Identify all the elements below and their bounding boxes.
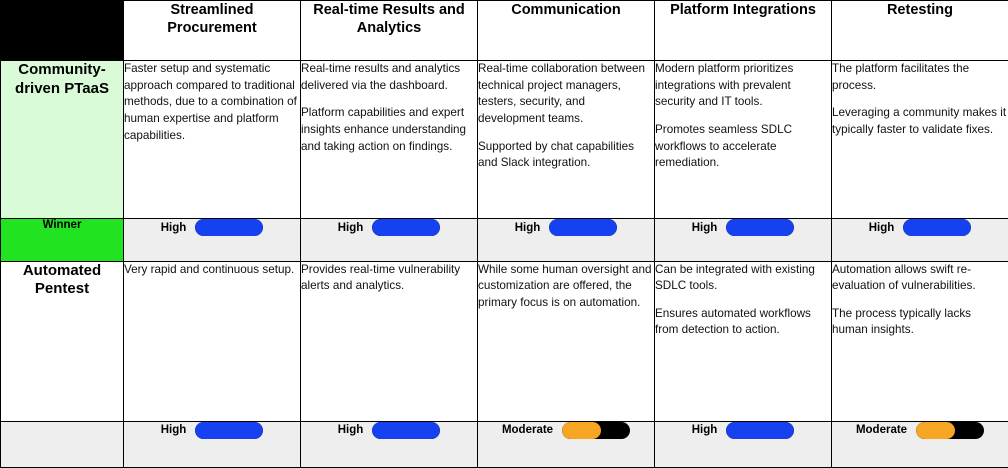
rating-automated-integrations — [655, 421, 832, 467]
table-header-row — [1, 1, 1008, 61]
rating-ptaas-integrations — [655, 219, 832, 261]
cell-paragraph: Leveraging a community makes it typically faster to validate fixes. — [832, 106, 1007, 136]
header-corner-cell — [1, 1, 124, 61]
cell-paragraph: While some human oversight and customization are offered, the primary focus is on automation. — [478, 262, 652, 309]
cell-paragraph: Automation allows swift re-evaluation of vulnerabilities. — [832, 262, 976, 293]
cell-paragraph: Very rapid and continuous setup. — [124, 262, 295, 276]
cell-paragraph: Faster setup and systematic approach compared to traditional methods, due to a combination of human expertise and platform capabilities. — [124, 62, 297, 142]
rating-label: High — [337, 424, 364, 437]
rating-label: Moderate — [501, 424, 554, 437]
cell-automated-analytics — [301, 261, 478, 421]
cell-paragraph: Real-time results and analytics delivered via the dashboard. — [301, 62, 461, 92]
rating-label: High — [868, 221, 895, 234]
rating-pill-high — [726, 219, 794, 236]
cell-ptaas-integrations — [655, 61, 832, 219]
cell-paragraph: Modern platform prioritizes integrations with prevalent security and IT tools. — [655, 62, 794, 109]
rating-label: High — [160, 424, 187, 437]
cell-ptaas-communication — [478, 61, 655, 219]
column-header-retesting: Retesting — [832, 1, 1008, 61]
cell-paragraph: Provides real-time vulnerability alerts and analytics. — [301, 262, 461, 293]
rating-automated-procurement — [124, 421, 301, 467]
cell-automated-procurement — [124, 261, 301, 421]
automated-rating-row — [1, 421, 1008, 467]
cell-ptaas-analytics — [301, 61, 478, 219]
rating-pill-high — [195, 219, 263, 236]
rating-automated-retesting — [832, 421, 1008, 467]
row-label-community-driven-ptaas: Community-driven PTaaS — [1, 61, 124, 219]
cell-paragraph: Real-time collaboration between technical project managers, testers, security, and development teams. — [478, 62, 645, 125]
rating-ptaas-procurement — [124, 219, 301, 261]
cell-ptaas-retesting — [832, 61, 1008, 219]
rating-pill-high — [726, 422, 794, 439]
table-row-automated-pentest — [1, 261, 1008, 421]
rating-ptaas-retesting — [832, 219, 1008, 261]
rating-pill-high — [195, 422, 263, 439]
cell-ptaas-procurement — [124, 61, 301, 219]
column-header-streamlined-procurement: Streamlined Procurement — [124, 1, 301, 61]
rating-pill-high — [549, 219, 617, 236]
column-header-communication: Communication — [478, 1, 655, 61]
rating-label: High — [514, 221, 541, 234]
rating-label: High — [160, 221, 187, 234]
winner-badge: Winner — [1, 219, 124, 261]
cell-paragraph: Promotes seamless SDLC workflows to accelerate remediation. — [655, 122, 793, 170]
cell-paragraph: Platform capabilities and expert insights enhance understanding and taking action on findings. — [301, 106, 467, 153]
rating-ptaas-communication — [478, 219, 655, 261]
rating-automated-analytics — [301, 421, 478, 467]
cell-paragraph: Can be integrated with existing SDLC tools. — [655, 262, 815, 293]
column-header-realtime-results-analytics: Real-time Results and Analytics — [301, 1, 478, 61]
rating-label: High — [691, 424, 718, 437]
rating-pill-high — [903, 219, 971, 236]
rating-pill-high — [372, 422, 440, 439]
row-label-automated-pentest: Automated Pentest — [1, 261, 124, 421]
rating-pill-moderate — [916, 422, 984, 439]
table-row-community-driven-ptaas — [1, 61, 1008, 219]
column-header-platform-integrations: Platform Integrations — [655, 1, 832, 61]
rating-pill-high — [372, 219, 440, 236]
rating-label: Moderate — [855, 424, 908, 437]
cell-automated-retesting — [832, 261, 1008, 421]
rating-pill-moderate — [562, 422, 630, 439]
cell-paragraph: The platform facilitates the process. — [832, 62, 970, 92]
winner-rating-row — [1, 219, 1008, 261]
rating-automated-communication — [478, 421, 655, 467]
rating-label: High — [337, 221, 364, 234]
cell-paragraph: The process typically lacks human insights. — [832, 306, 972, 337]
rating-ptaas-analytics — [301, 219, 478, 261]
cell-paragraph: Supported by chat capabilities and Slack integration. — [478, 139, 634, 170]
cell-automated-communication — [478, 261, 655, 421]
cell-paragraph: Ensures automated workflows from detection to action. — [655, 306, 811, 337]
cell-automated-integrations — [655, 261, 832, 421]
bottom-band-label — [1, 421, 124, 467]
rating-label: High — [691, 221, 718, 234]
